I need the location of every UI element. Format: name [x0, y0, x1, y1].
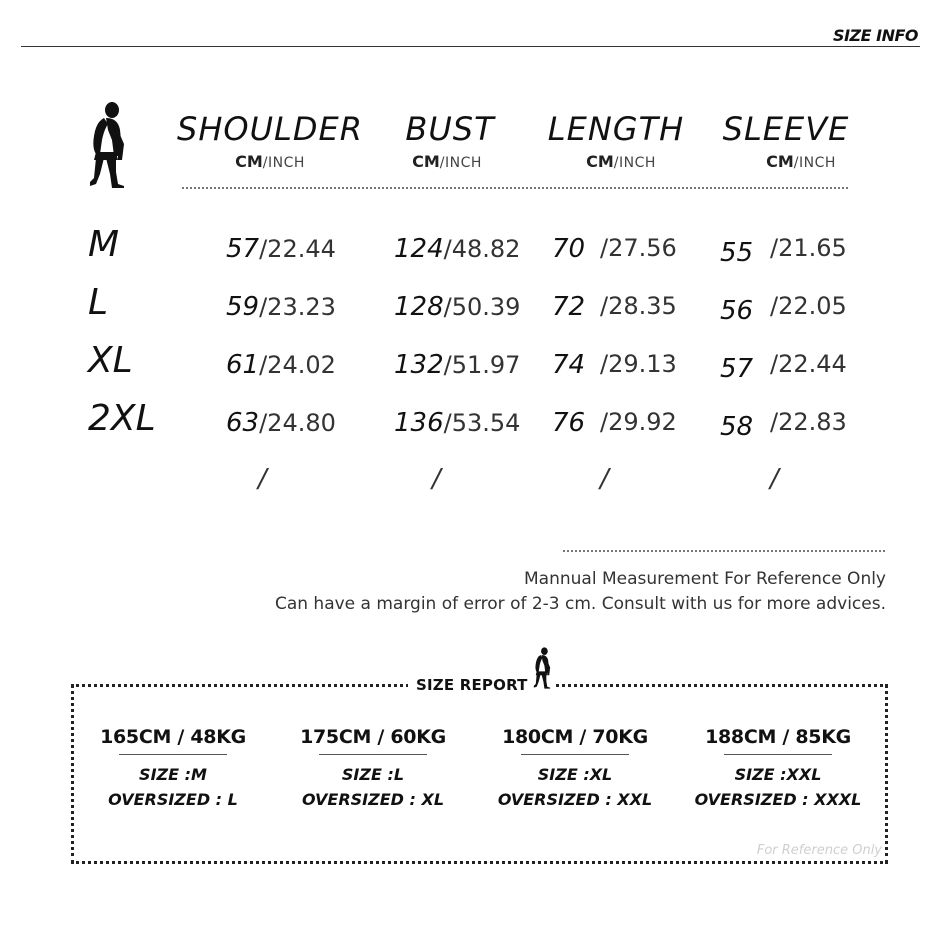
report-oversized: OVERSIZED : XL — [301, 790, 445, 809]
size-info-title: SIZE INFO — [833, 26, 918, 45]
table-cell: 55 — [720, 238, 754, 268]
note-line-1: Mannual Measurement For Reference Only — [524, 569, 886, 589]
report-underline — [319, 754, 427, 755]
report-size: SIZE :XXL — [734, 765, 822, 784]
size-label-l: L — [88, 282, 109, 323]
table-cell: 61/24.02 — [226, 350, 336, 380]
report-underline — [521, 754, 629, 755]
table-cell: /21.65 — [770, 234, 847, 262]
standing-person-icon — [82, 100, 132, 190]
table-cell: /28.35 — [600, 292, 677, 320]
table-cell: /29.92 — [600, 408, 677, 436]
size-label-xl: XL — [88, 340, 133, 381]
column-header-length: LENGTH — [547, 110, 685, 148]
report-height-weight: 165CM / 48KG — [100, 726, 246, 748]
table-cell: /22.83 — [770, 408, 847, 436]
size-report-entry — [275, 726, 471, 809]
table-cell: /22.05 — [770, 292, 847, 320]
size-report-title: SIZE REPORT — [416, 676, 528, 694]
table-cell: 76 — [552, 408, 586, 438]
report-oversized: OVERSIZED : XXL — [497, 790, 653, 809]
table-cell: 57/22.44 — [226, 234, 336, 264]
report-oversized: OVERSIZED : XXXL — [694, 790, 862, 809]
table-cell: 74 — [552, 350, 586, 380]
report-oversized: OVERSIZED : L — [108, 790, 238, 809]
note-line-2: Can have a margin of error of 2-3 cm. Consult with us for more advices. — [274, 594, 886, 614]
reference-footnote: For Reference Only — [756, 843, 882, 858]
report-height-weight: 188CM / 85KG — [705, 726, 851, 748]
table-cell: 56 — [720, 296, 754, 326]
table-cell: 72 — [552, 292, 586, 322]
report-underline — [724, 754, 832, 755]
note-dotted-divider — [563, 550, 885, 552]
report-size: SIZE :M — [139, 765, 207, 784]
column-unit: CM/INCH — [412, 152, 482, 171]
table-cell: 58 — [720, 412, 754, 442]
report-underline — [119, 754, 227, 755]
column-unit: CM/INCH — [766, 152, 836, 171]
column-unit: CM/INCH — [235, 152, 305, 171]
empty-cell: / — [258, 464, 267, 494]
table-cell: /27.56 — [600, 234, 677, 262]
table-cell: 132/51.97 — [394, 350, 521, 380]
report-size: SIZE :L — [341, 765, 405, 784]
column-header-bust: BUST — [405, 110, 495, 148]
standing-person-icon — [530, 644, 554, 692]
report-height-weight: 175CM / 60KG — [300, 726, 446, 748]
table-cell: /29.13 — [600, 350, 677, 378]
column-header-sleeve: SLEEVE — [722, 110, 850, 148]
empty-cell: / — [770, 464, 779, 494]
table-cell: 128/50.39 — [394, 292, 521, 322]
report-height-weight: 180CM / 70KG — [502, 726, 648, 748]
empty-cell: / — [600, 464, 609, 494]
header-dotted-divider — [182, 187, 848, 189]
header-divider — [21, 46, 920, 47]
table-cell: 70 — [552, 234, 586, 264]
table-cell: 124/48.82 — [394, 234, 521, 264]
column-header-shoulder: SHOULDER — [177, 110, 363, 148]
size-label-m: M — [88, 224, 120, 265]
table-cell: 63/24.80 — [226, 408, 336, 438]
size-report-entry — [680, 726, 876, 809]
size-report-entry — [477, 726, 673, 809]
table-cell: 59/23.23 — [226, 292, 336, 322]
table-cell: 57 — [720, 354, 754, 384]
empty-cell: / — [432, 464, 441, 494]
table-cell: /22.44 — [770, 350, 847, 378]
size-report-entry — [75, 726, 271, 809]
column-unit: CM/INCH — [586, 152, 656, 171]
size-label-2xl: 2XL — [88, 398, 156, 439]
table-cell: 136/53.54 — [394, 408, 521, 438]
report-size: SIZE :XL — [537, 765, 613, 784]
